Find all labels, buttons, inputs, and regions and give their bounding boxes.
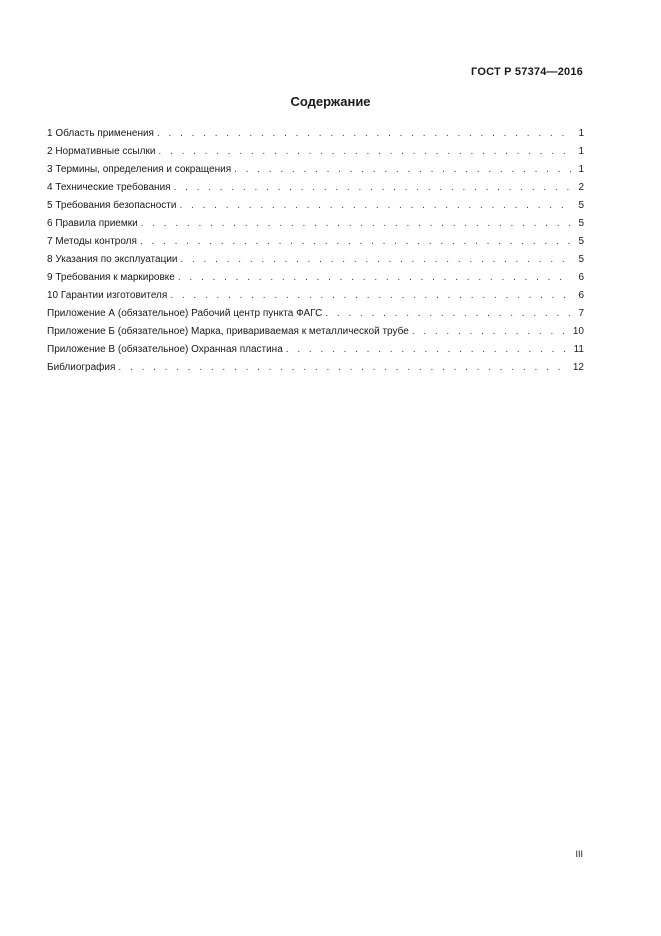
table-of-contents xyxy=(47,125,584,377)
toc-leader-dots xyxy=(325,305,571,323)
toc-entry[interactable] xyxy=(47,143,584,161)
toc-leader-dots xyxy=(178,269,571,287)
toc-entry[interactable] xyxy=(47,233,584,251)
toc-entry-page: 2 xyxy=(578,182,584,193)
toc-entry[interactable] xyxy=(47,161,584,179)
toc-entry-page: 10 xyxy=(572,326,584,337)
toc-leader-dots xyxy=(181,251,572,269)
toc-entry-text: 6 Правила приемки xyxy=(47,218,138,229)
toc-leader-dots xyxy=(179,197,571,215)
toc-entry-page: 12 xyxy=(572,362,584,373)
toc-entry-page: 1 xyxy=(578,164,584,175)
toc-leader-dots xyxy=(170,287,571,305)
toc-leader-dots xyxy=(412,323,570,341)
toc-entry-page: 6 xyxy=(578,290,584,301)
toc-entry-text: 4 Технические требования xyxy=(47,182,171,193)
toc-entry-page: 1 xyxy=(578,128,584,139)
toc-entry-text: 9 Требования к маркировке xyxy=(47,272,175,283)
toc-entry-page: 5 xyxy=(578,254,584,265)
toc-entry-page: 6 xyxy=(578,272,584,283)
toc-entry-text: 5 Требования безопасности xyxy=(47,200,177,211)
toc-entry[interactable] xyxy=(47,179,584,197)
toc-entry[interactable] xyxy=(47,359,584,377)
toc-entry[interactable] xyxy=(47,125,584,143)
toc-entry[interactable] xyxy=(47,323,584,341)
document-code: ГОСТ Р 57374—2016 xyxy=(471,66,583,78)
toc-entry[interactable] xyxy=(47,197,584,215)
toc-title: Содержание xyxy=(290,94,371,109)
toc-entry-text: Библиография xyxy=(47,362,116,373)
toc-entry-page: 5 xyxy=(578,236,584,247)
toc-entry-page: 7 xyxy=(578,308,584,319)
toc-leader-dots xyxy=(174,179,571,197)
toc-entry-page: 11 xyxy=(573,344,584,355)
toc-entry-page: 5 xyxy=(578,218,584,229)
toc-entry-text: 2 Нормативные ссылки xyxy=(47,146,156,157)
toc-entry-text: Приложение А (обязательное) Рабочий центр пункта ФАГС xyxy=(47,308,323,319)
toc-entry-page: 5 xyxy=(578,200,584,211)
toc-entry-text: 3 Термины, определения и сокращения xyxy=(47,164,232,175)
page-number: III xyxy=(575,849,583,859)
toc-entry-page: 1 xyxy=(578,146,584,157)
toc-leader-dots xyxy=(158,143,571,161)
toc-entry-text: 10 Гарантии изготовителя xyxy=(47,290,168,301)
toc-entry-text: 1 Область применения xyxy=(47,128,154,139)
toc-entry[interactable] xyxy=(47,305,584,323)
toc-entry-text: Приложение В (обязательное) Охранная пластина xyxy=(47,344,283,355)
toc-entry[interactable] xyxy=(47,269,584,287)
toc-entry-text: 7 Методы контроля xyxy=(47,236,137,247)
toc-leader-dots xyxy=(118,359,569,377)
toc-leader-dots xyxy=(234,161,571,179)
toc-entry-text: 8 Указания по эксплуатации xyxy=(47,254,178,265)
toc-entry-text: Приложение Б (обязательное) Марка, привариваемая к металлической трубе xyxy=(47,326,409,337)
toc-entry[interactable] xyxy=(47,215,584,233)
toc-entry[interactable] xyxy=(47,287,584,305)
toc-leader-dots xyxy=(157,125,571,143)
toc-entry[interactable] xyxy=(47,251,584,269)
toc-leader-dots xyxy=(141,215,571,233)
toc-leader-dots xyxy=(140,233,571,251)
toc-leader-dots xyxy=(286,341,571,359)
toc-entry[interactable] xyxy=(47,341,584,359)
